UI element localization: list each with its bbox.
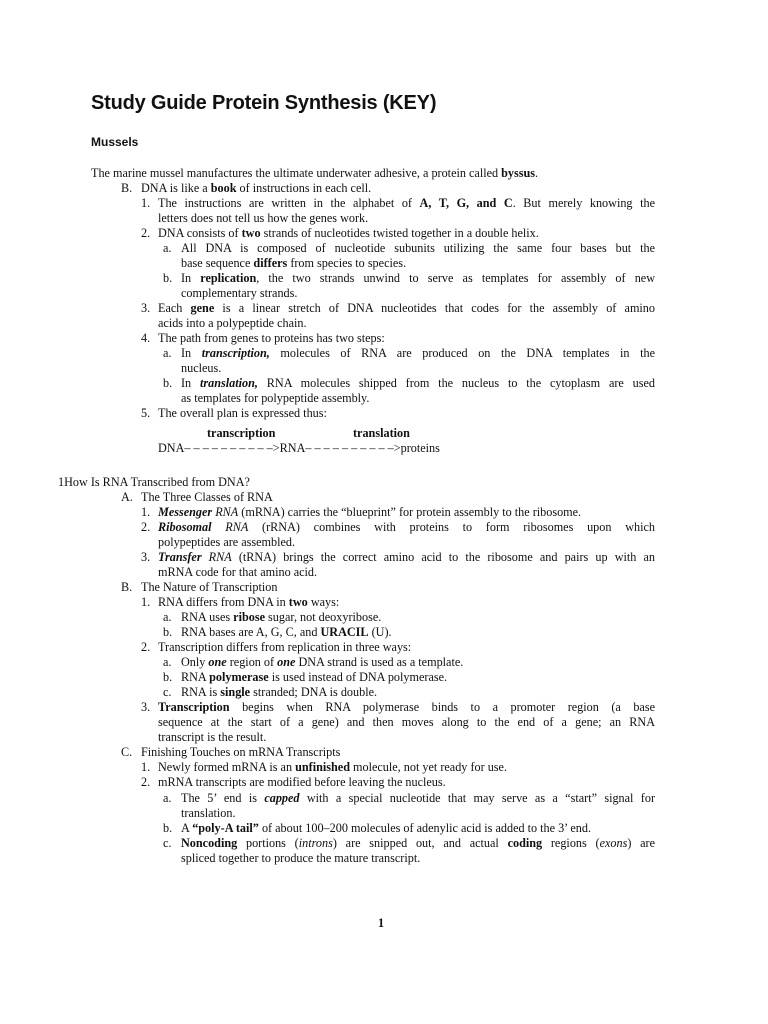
list-marker: C. [121, 745, 133, 759]
outline-subitem: Noncoding portions (introns) are snipped out, and actual coding regions (exons) are [181, 836, 656, 850]
list-marker: B. [121, 181, 133, 195]
list-marker: 5. [141, 406, 151, 420]
outline-subitem-continued: spliced together to produce the mature transcript. [181, 851, 421, 865]
list-marker: b. [163, 670, 173, 684]
list-marker: a. [163, 655, 172, 669]
intro-line: The marine mussel manufactures the ultimate underwater adhesive, a protein called byssus. [91, 166, 539, 180]
outline-subitem: In transcription, molecules of RNA are produced on the DNA templates in the [181, 346, 655, 360]
list-marker: A. [121, 490, 133, 504]
list-marker: 1. [141, 505, 151, 519]
list-marker: b. [163, 376, 173, 390]
list-marker: 4. [141, 331, 151, 345]
outline-item: The Nature of Transcription [141, 580, 278, 594]
page-number: 1 [378, 916, 385, 930]
list-marker: 2. [141, 640, 151, 654]
outline-item-continued: letters does not tell us how the genes work. [158, 211, 369, 225]
outline-subitem-continued: as templates for polypeptide assembly. [181, 391, 370, 405]
list-marker: a. [163, 241, 172, 255]
list-marker: 2. [141, 775, 151, 789]
outline-item: mRNA transcripts are modified before leaving the nucleus. [158, 775, 446, 789]
outline-subitem-continued: base sequence differs from species to species. [181, 256, 407, 270]
outline-subitem: RNA bases are A, G, C, and URACIL (U). [181, 625, 392, 639]
list-marker: 1. [141, 196, 151, 210]
arrow-right-icon: – – – – – – – – – –> [184, 441, 280, 455]
list-marker: 2. [141, 226, 151, 240]
list-marker: a. [163, 791, 172, 805]
outline-item: DNA is like a book of instructions in each cell. [141, 181, 372, 195]
outline-item-continued: sequence at the start of a gene) and then moves along to the end of a gene; an RNA [158, 715, 655, 729]
outline-item: Transfer RNA (tRNA) brings the correct amino acid to the ribosome and pairs up with an [158, 550, 655, 564]
outline-subitem-continued: nucleus. [181, 361, 222, 375]
outline-item-continued: transcript is the result. [158, 730, 267, 744]
list-marker: a. [163, 610, 172, 624]
list-marker: b. [163, 625, 173, 639]
outline-item: The instructions are written in the alphabet of A, T, G, and C. But merely knowing the [158, 196, 655, 210]
list-marker: a. [163, 346, 172, 360]
outline-item: Each gene is a linear stretch of DNA nucleotides that codes for the assembly of amino [158, 301, 655, 315]
section-heading: 1How Is RNA Transcribed from DNA? [58, 475, 250, 489]
outline-item: Newly formed mRNA is an unfinished molecule, not yet ready for use. [158, 760, 507, 774]
list-marker: 3. [141, 550, 151, 564]
outline-item: RNA differs from DNA in two ways: [158, 595, 340, 609]
outline-subitem: In translation, RNA molecules shipped from the nucleus to the cytoplasm are used [181, 376, 656, 390]
proteins-label: proteins [400, 441, 440, 455]
list-marker: 1. [141, 760, 151, 774]
outline-item: Finishing Touches on mRNA Transcripts [141, 745, 341, 759]
list-marker: b. [163, 271, 173, 285]
outline-item: The overall plan is expressed thus: [158, 406, 327, 420]
outline-item: Transcription differs from replication in three ways: [158, 640, 412, 654]
outline-subitem: In replication, the two strands unwind to serve as templates for assembly of new [181, 271, 656, 285]
outline-subitem: Only one region of one DNA strand is used as a template. [181, 655, 464, 669]
outline-subitem: RNA is single stranded; DNA is double. [181, 685, 378, 699]
translation-label: translation [353, 426, 410, 440]
list-marker: 3. [141, 700, 151, 714]
outline-subitem: A “poly-A tail” of about 100–200 molecules of adenylic acid is added to the 3’ end. [181, 821, 592, 835]
outline-subitem-continued: complementary strands. [181, 286, 298, 300]
outline-item: The path from genes to proteins has two steps: [158, 331, 385, 345]
outline-item: The Three Classes of RNA [141, 490, 273, 504]
outline-item-continued: mRNA code for that amino acid. [158, 565, 318, 579]
transcription-label: transcription [207, 426, 276, 440]
outline-subitem: RNA polymerase is used instead of DNA polymerase. [181, 670, 448, 684]
outline-subitem: The 5’ end is capped with a special nucleotide that may serve as a “start” signal for [181, 791, 655, 805]
list-marker: 3. [141, 301, 151, 315]
outline-subitem-continued: translation. [181, 806, 236, 820]
list-marker: b. [163, 821, 173, 835]
list-marker: 1. [141, 595, 151, 609]
outline-item: DNA consists of two strands of nucleotides twisted together in a double helix. [158, 226, 539, 240]
list-marker: 2. [141, 520, 151, 534]
page-title: Study Guide Protein Synthesis (KEY) [91, 92, 437, 114]
outline-item-continued: acids into a polypeptide chain. [158, 316, 307, 330]
dna-label: DNA [158, 441, 185, 455]
section-subheading: Mussels [91, 135, 139, 149]
outline-item: Messenger RNA (mRNA) carries the “blueprint” for protein assembly to the ribosome. [158, 505, 582, 519]
pathway-line [158, 441, 440, 456]
arrow-right-icon: – – – – – – – – – –> [305, 441, 401, 455]
outline-item-continued: polypeptides are assembled. [158, 535, 296, 549]
outline-item: Transcription begins when RNA polymerase binds to a promoter region (a base [158, 700, 655, 714]
outline-subitem: All DNA is composed of nucleotide subunits utilizing the same four bases but the [181, 241, 655, 255]
list-marker: c. [163, 836, 172, 850]
outline-subitem: RNA uses ribose sugar, not deoxyribose. [181, 610, 382, 624]
list-marker: B. [121, 580, 133, 594]
outline-item: Ribosomal RNA (rRNA) combines with proteins to form ribosomes upon which [158, 520, 655, 534]
rna-label: RNA [279, 441, 306, 455]
list-marker: c. [163, 685, 172, 699]
